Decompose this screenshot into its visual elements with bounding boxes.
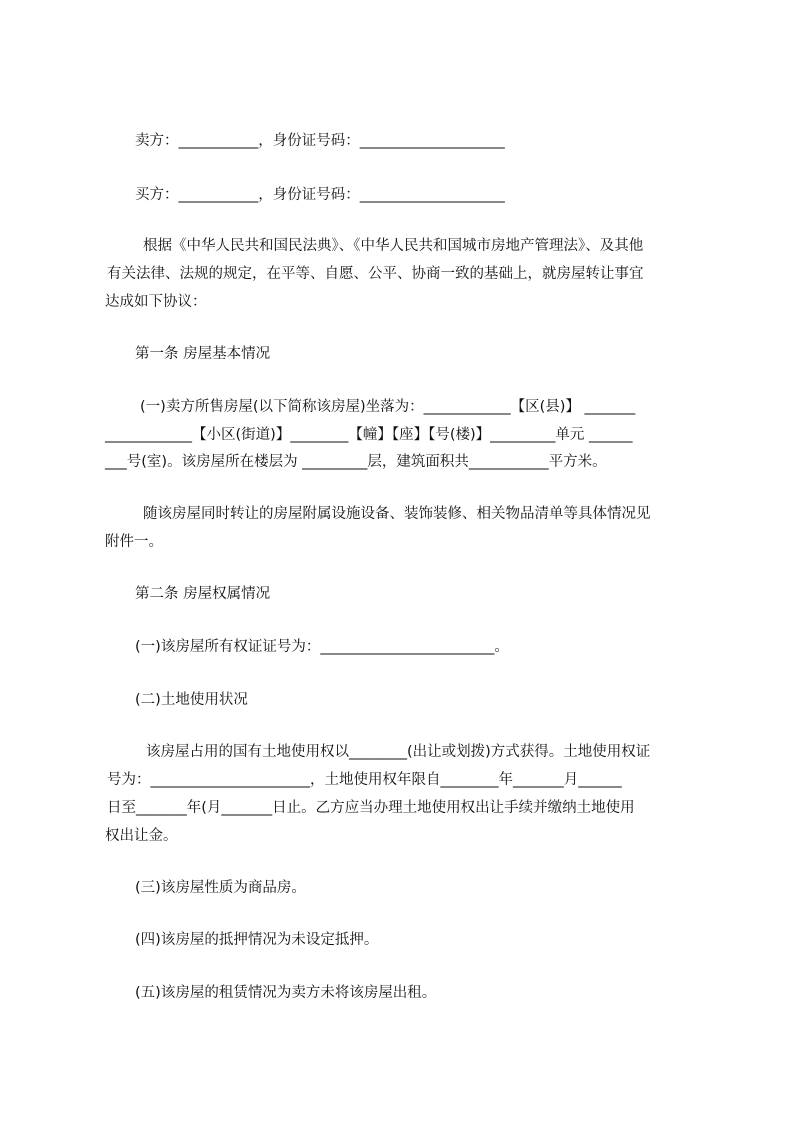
article-2-item-2-heading: (二)土地使用状况 xyxy=(135,692,248,708)
preamble-line-2: 有关法律、法规的规定，在平等、自愿、公平、协商一致的基础上，就房屋转让事宜 xyxy=(107,266,644,282)
preamble-line-1: 根据《中华人民共和国民法典》、《中华人民共和国城市房地产管理法》、及其他 xyxy=(143,238,644,254)
article-1-item-1-line-3: ___号(室)。该房屋所在楼层为 _________层，建筑面积共___________平方米。 xyxy=(105,454,607,470)
article-1-item-1-line-2: ____________【小区(街道)】________【幢】【座】【号(楼)】_________单元 ______ xyxy=(105,427,633,443)
article-2-heading: 第二条 房屋权属情况 xyxy=(135,586,271,602)
attachment-note-line-2: 附件一。 xyxy=(105,534,163,550)
article-2-item-1: (一)该房屋所有权证证号为：________________________。 xyxy=(135,639,509,655)
land-use-line-1: 该房屋占用的国有土地使用权以________(出让或划拨)方式获得。土地使用权证 xyxy=(146,744,651,760)
buyer-line: 买方：___________，身份证号码：____________________ xyxy=(135,187,505,203)
preamble-line-3: 达成如下协议： xyxy=(105,294,207,310)
seller-line: 卖方：___________，身份证号码：____________________ xyxy=(135,133,505,149)
attachment-note-line-1: 随该房屋同时转让的房屋附属设施设备、装饰装修、相关物品清单等具体情况见 xyxy=(143,506,651,522)
article-1-item-1-line-1: (一)卖方所售房屋(以下简称该房屋)坐落为：____________【区(县)】 _______ xyxy=(140,399,636,415)
land-use-line-4: 权出让金。 xyxy=(105,828,178,844)
land-use-line-2: 号为：______________________，土地使用权年限自________年_______月______ xyxy=(107,772,622,788)
land-use-line-3: 日至_______年(月_______日止。乙方应当办理土地使用权出让手续并缴纳土地使用 xyxy=(107,800,635,816)
article-1-heading: 第一条 房屋基本情况 xyxy=(135,346,271,362)
article-2-item-3: (三)该房屋性质为商品房。 xyxy=(135,880,306,896)
article-2-item-5: (五)该房屋的租赁情况为卖方未将该房屋出租。 xyxy=(135,985,437,1001)
article-2-item-4: (四)该房屋的抵押情况为未设定抵押。 xyxy=(135,932,379,948)
